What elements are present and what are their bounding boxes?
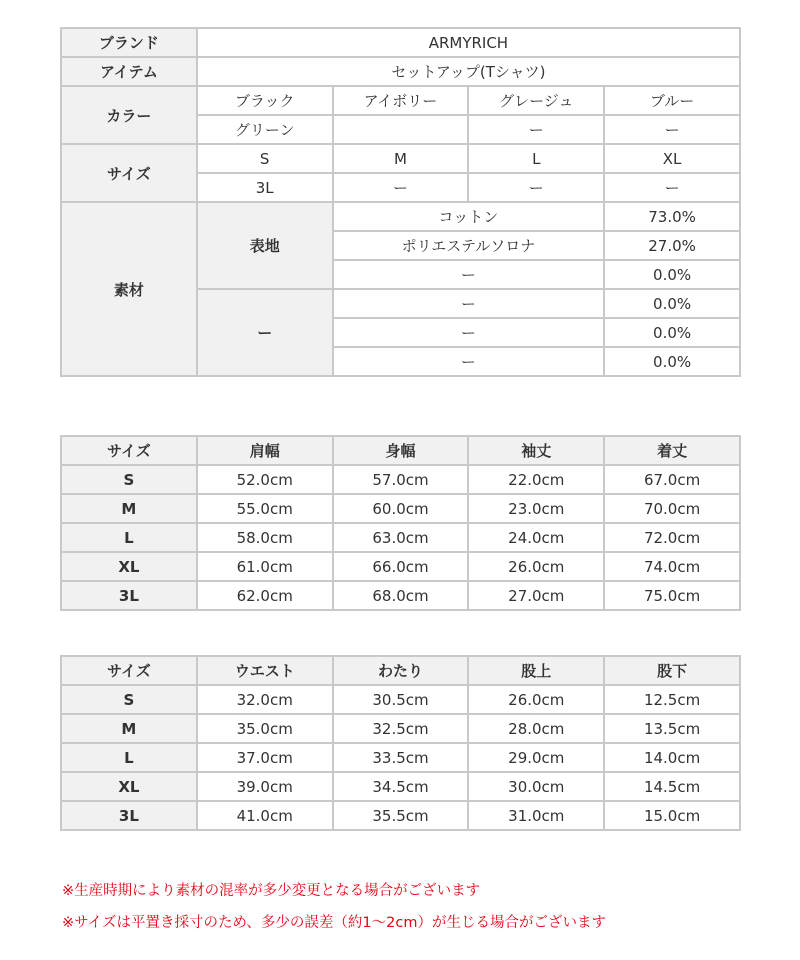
column-header: 股上 (468, 656, 604, 685)
table-row (61, 685, 740, 714)
material-part: ー (197, 289, 333, 376)
item-value: セットアップ(Tシャツ) (197, 57, 740, 86)
measurement-cell: 26.0cm (468, 685, 604, 714)
column-header: サイズ (61, 436, 197, 465)
spec-table (60, 27, 741, 377)
size-value: XL (604, 144, 740, 173)
measurement-cell: 70.0cm (604, 494, 740, 523)
size-label: M (61, 494, 197, 523)
table-row (61, 465, 740, 494)
measurement-cell: 34.5cm (333, 772, 469, 801)
size-value: ー (468, 173, 604, 202)
measurement-cell: 13.5cm (604, 714, 740, 743)
color-value: ー (468, 115, 604, 144)
size-value: ー (333, 173, 469, 202)
header-row (61, 656, 740, 685)
color-value: ー (604, 115, 740, 144)
color-value: ブラック (197, 86, 333, 115)
column-header: サイズ (61, 656, 197, 685)
size-value: L (468, 144, 604, 173)
measurement-cell: 37.0cm (197, 743, 333, 772)
material-name: ー (333, 260, 605, 289)
color-value: グリーン (197, 115, 333, 144)
measurement-cell: 60.0cm (333, 494, 469, 523)
measurement-cell: 61.0cm (197, 552, 333, 581)
size-label: XL (61, 772, 197, 801)
measurement-cell: 14.0cm (604, 743, 740, 772)
table-row (61, 494, 740, 523)
header-row (61, 436, 740, 465)
column-header: 着丈 (604, 436, 740, 465)
size-label: L (61, 743, 197, 772)
size-label: M (61, 714, 197, 743)
measurement-cell: 67.0cm (604, 465, 740, 494)
column-header: 身幅 (333, 436, 469, 465)
measurement-cell: 14.5cm (604, 772, 740, 801)
measurement-cell: 62.0cm (197, 581, 333, 610)
size-label: 3L (61, 801, 197, 830)
measurement-cell: 35.0cm (197, 714, 333, 743)
item-label: アイテム (61, 57, 197, 86)
measurement-cell: 68.0cm (333, 581, 469, 610)
measurement-cell: 58.0cm (197, 523, 333, 552)
column-header: ウエスト (197, 656, 333, 685)
measurement-cell: 23.0cm (468, 494, 604, 523)
material-pct: 0.0% (604, 318, 740, 347)
column-header: わたり (333, 656, 469, 685)
color-value: グレージュ (468, 86, 604, 115)
material-pct: 0.0% (604, 347, 740, 376)
measurement-cell: 39.0cm (197, 772, 333, 801)
material-pct: 0.0% (604, 260, 740, 289)
measurement-cell: 30.5cm (333, 685, 469, 714)
table-row (61, 581, 740, 610)
size-value: ー (604, 173, 740, 202)
measurement-cell: 15.0cm (604, 801, 740, 830)
measurement-cell: 32.0cm (197, 685, 333, 714)
measurement-cell: 31.0cm (468, 801, 604, 830)
measurement-cell: 74.0cm (604, 552, 740, 581)
size-value: M (333, 144, 469, 173)
measurement-cell: 33.5cm (333, 743, 469, 772)
measurement-cell: 55.0cm (197, 494, 333, 523)
material-pct: 73.0% (604, 202, 740, 231)
table-row (61, 552, 740, 581)
column-header: 肩幅 (197, 436, 333, 465)
measurement-cell: 57.0cm (333, 465, 469, 494)
measurement-cell: 72.0cm (604, 523, 740, 552)
measurement-cell: 26.0cm (468, 552, 604, 581)
table-row (61, 772, 740, 801)
material-part: 表地 (197, 202, 333, 289)
bottom-size-table (60, 655, 741, 831)
measurement-cell: 28.0cm (468, 714, 604, 743)
measurement-cell: 27.0cm (468, 581, 604, 610)
brand-label: ブランド (61, 28, 197, 57)
size-label: XL (61, 552, 197, 581)
size-label: 3L (61, 581, 197, 610)
color-label: カラー (61, 86, 197, 144)
size-label: S (61, 465, 197, 494)
measurement-cell: 12.5cm (604, 685, 740, 714)
note-material: ※生産時期により素材の混率が多少変更となる場合がございます (62, 883, 481, 899)
table-row (61, 743, 740, 772)
material-pct: 0.0% (604, 289, 740, 318)
material-label: 素材 (61, 202, 197, 376)
measurement-cell: 24.0cm (468, 523, 604, 552)
measurement-cell: 22.0cm (468, 465, 604, 494)
material-name: ー (333, 318, 605, 347)
material-name: コットン (333, 202, 605, 231)
material-pct: 27.0% (604, 231, 740, 260)
column-header: 股下 (604, 656, 740, 685)
measurement-cell: 66.0cm (333, 552, 469, 581)
column-header: 袖丈 (468, 436, 604, 465)
measurement-cell: 63.0cm (333, 523, 469, 552)
size-label: S (61, 685, 197, 714)
color-value: アイボリー (333, 86, 469, 115)
measurement-cell: 32.5cm (333, 714, 469, 743)
note-size: ※サイズは平置き採寸のため、多少の誤差（約1～2cm）が生じる場合がございます (62, 915, 606, 931)
material-name: ー (333, 289, 605, 318)
brand-value: ARMYRICH (197, 28, 740, 57)
material-name: ポリエステルソロナ (333, 231, 605, 260)
size-label: サイズ (61, 144, 197, 202)
table-row (61, 714, 740, 743)
measurement-cell: 52.0cm (197, 465, 333, 494)
size-value: 3L (197, 173, 333, 202)
measurement-cell: 30.0cm (468, 772, 604, 801)
table-row (61, 523, 740, 552)
material-name: ー (333, 347, 605, 376)
color-value (333, 115, 469, 144)
measurement-cell: 29.0cm (468, 743, 604, 772)
top-size-table (60, 435, 741, 611)
measurement-cell: 75.0cm (604, 581, 740, 610)
measurement-cell: 35.5cm (333, 801, 469, 830)
size-value: S (197, 144, 333, 173)
size-label: L (61, 523, 197, 552)
table-row (61, 801, 740, 830)
color-value: ブルー (604, 86, 740, 115)
measurement-cell: 41.0cm (197, 801, 333, 830)
